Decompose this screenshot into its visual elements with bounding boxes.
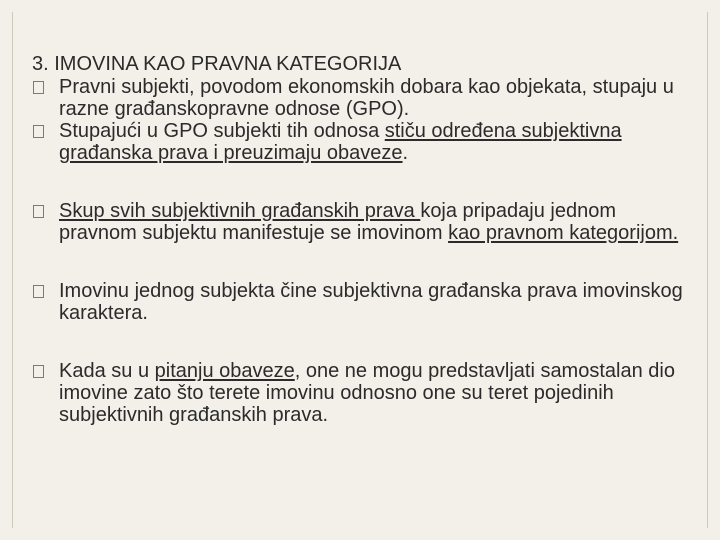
- bullet-text: [59, 360, 692, 426]
- bullet-item: [32, 280, 692, 324]
- right-border-line: [707, 12, 708, 528]
- bullet-text-part: Stupajući u GPO subjekti tih odnosa: [59, 120, 385, 142]
- underlined-phrase: kao pravnom kategorijom.: [448, 222, 679, 244]
- bullet-text: [59, 280, 692, 324]
- bullet-item: [32, 76, 692, 120]
- left-border-line: [12, 12, 13, 528]
- bullet-text-part: Pravni subjekti, povodom ekonomskih dobara kao objekata, stupaju u razne građanskopravne odnose (GPO).: [59, 76, 674, 120]
- bullet-text: [59, 76, 692, 120]
- bullet-text-part: .: [402, 142, 409, 164]
- bullet-item: [32, 200, 692, 244]
- bullet-box-icon: [33, 285, 44, 298]
- underlined-phrase: pitanju obaveze: [154, 360, 295, 382]
- slide-heading: 3. IMOVINA KAO PRAVNA KATEGORIJA: [32, 53, 402, 75]
- bullet-text-part: Kada su u: [59, 360, 155, 382]
- bullet-box-icon: [33, 125, 44, 138]
- bullet-box-icon: [33, 81, 44, 94]
- underlined-phrase: Skup svih subjektivnih građanskih prava: [59, 200, 421, 222]
- bullet-text-part: koja pripadaju jednom pravnom subjektu manifestuje se imovinom: [59, 200, 616, 244]
- bullet-text: [59, 200, 692, 244]
- bullet-item: [32, 360, 692, 426]
- bullet-item: [32, 120, 692, 164]
- bullet-text: [59, 120, 692, 164]
- underlined-phrase: stiču određena subjektivna građanska prava i preuzimaju obaveze: [59, 120, 622, 164]
- bullet-text-part: Imovinu jednog subjekta čine subjektivna građanska prava imovinskog karaktera.: [59, 280, 683, 324]
- slide-content: [32, 52, 692, 426]
- bullet-box-icon: [33, 205, 44, 218]
- bullet-text-part: , one ne mogu predstavljati samostalan dio imovine zato što terete imovinu odnosno one su teret pojedinih subjektivnih građanskih prava.: [59, 360, 675, 426]
- bullet-box-icon: [33, 365, 44, 378]
